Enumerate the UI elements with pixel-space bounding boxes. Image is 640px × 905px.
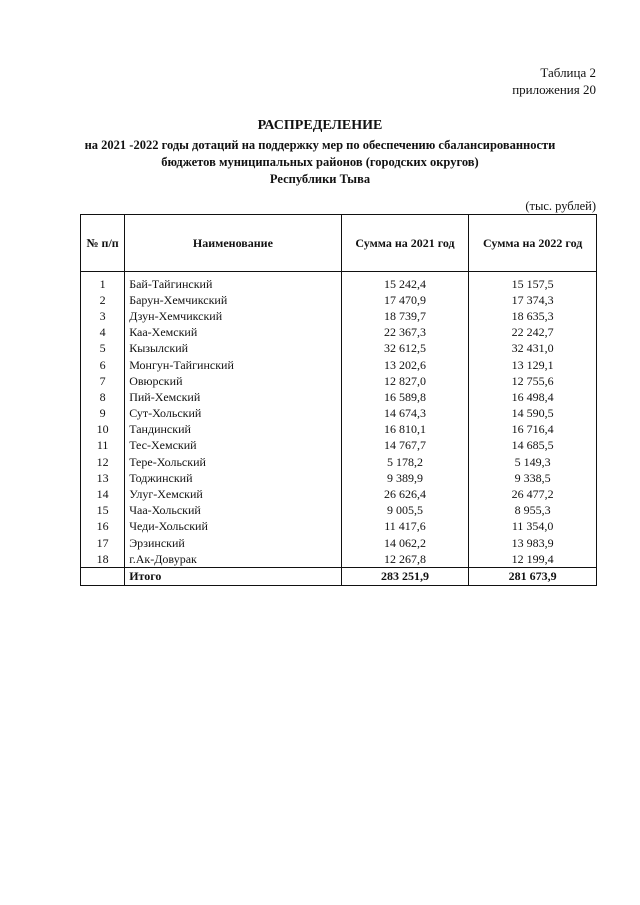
row-sum-2021: 12 267,8 [341, 551, 469, 568]
row-name: Монгун-Тайгинский [125, 357, 341, 373]
table-row [81, 341, 597, 357]
header-num: № п/п [81, 215, 125, 272]
row-sum-2022: 32 431,0 [469, 341, 597, 357]
table-row [81, 292, 597, 308]
row-name: Чеди-Хольский [125, 519, 341, 535]
row-name: Тоджинский [125, 470, 341, 486]
row-sum-2022: 12 755,6 [469, 373, 597, 389]
row-name: Кызылский [125, 341, 341, 357]
row-name: Овюрский [125, 373, 341, 389]
total-sum-2022: 281 673,9 [469, 568, 597, 585]
row-name: Тере-Хольский [125, 454, 341, 470]
table-row [81, 438, 597, 454]
row-sum-2021: 13 202,6 [341, 357, 469, 373]
subtitle-line-1: на 2021 -2022 годы дотаций на поддержку мер по обеспечению сбалансированности [84, 138, 556, 152]
row-name: г.Ак-Довурак [125, 551, 341, 568]
table-header-row [81, 215, 597, 272]
row-sum-2021: 14 062,2 [341, 535, 469, 551]
row-sum-2022: 5 149,3 [469, 454, 597, 470]
table-row [81, 272, 597, 293]
table-row [81, 454, 597, 470]
total-sum-2021: 283 251,9 [341, 568, 469, 585]
table-row [81, 389, 597, 405]
row-sum-2021: 22 367,3 [341, 325, 469, 341]
row-sum-2022: 11 354,0 [469, 519, 597, 535]
row-name: Улуг-Хемский [125, 486, 341, 502]
row-num: 16 [81, 519, 125, 535]
row-name: Каа-Хемский [125, 325, 341, 341]
reference-appendix-number: приложения 20 [512, 82, 596, 97]
row-num: 3 [81, 308, 125, 324]
total-num-cell [81, 568, 125, 585]
table-row [81, 325, 597, 341]
row-name: Эрзинский [125, 535, 341, 551]
row-sum-2022: 8 955,3 [469, 503, 597, 519]
row-name: Чаа-Хольский [125, 503, 341, 519]
row-num: 15 [81, 503, 125, 519]
row-num: 17 [81, 535, 125, 551]
row-name: Барун-Хемчикский [125, 292, 341, 308]
table-row [81, 503, 597, 519]
row-sum-2021: 16 810,1 [341, 422, 469, 438]
header-name: Наименование [125, 215, 341, 272]
row-sum-2021: 17 470,9 [341, 292, 469, 308]
row-name: Тандинский [125, 422, 341, 438]
row-num: 7 [81, 373, 125, 389]
row-num: 12 [81, 454, 125, 470]
row-num: 2 [81, 292, 125, 308]
row-sum-2022: 16 498,4 [469, 389, 597, 405]
row-sum-2021: 32 612,5 [341, 341, 469, 357]
row-num: 18 [81, 551, 125, 568]
table-row [81, 551, 597, 568]
table-row [81, 535, 597, 551]
row-sum-2022: 26 477,2 [469, 486, 597, 502]
row-sum-2022: 15 157,5 [469, 272, 597, 293]
table-body [81, 272, 597, 586]
row-num: 8 [81, 389, 125, 405]
row-sum-2021: 11 417,6 [341, 519, 469, 535]
row-name: Дзун-Хемчикский [125, 308, 341, 324]
row-sum-2022: 16 716,4 [469, 422, 597, 438]
row-num: 10 [81, 422, 125, 438]
row-num: 13 [81, 470, 125, 486]
table-row [81, 470, 597, 486]
row-sum-2022: 18 635,3 [469, 308, 597, 324]
row-sum-2021: 14 767,7 [341, 438, 469, 454]
row-num: 6 [81, 357, 125, 373]
row-name: Сут-Хольский [125, 406, 341, 422]
row-sum-2021: 16 589,8 [341, 389, 469, 405]
row-sum-2021: 26 626,4 [341, 486, 469, 502]
row-num: 14 [81, 486, 125, 502]
table-row [81, 519, 597, 535]
table-row [81, 308, 597, 324]
row-sum-2022: 22 242,7 [469, 325, 597, 341]
total-label: Итого [125, 568, 341, 585]
row-num: 5 [81, 341, 125, 357]
row-num: 1 [81, 272, 125, 293]
row-sum-2022: 17 374,3 [469, 292, 597, 308]
row-name: Бай-Тайгинский [125, 272, 341, 293]
document-title: РАСПРЕДЕЛЕНИЕ [257, 118, 383, 133]
row-sum-2022: 13 983,9 [469, 535, 597, 551]
row-num: 4 [81, 325, 125, 341]
row-sum-2022: 9 338,5 [469, 470, 597, 486]
row-sum-2021: 9 389,9 [341, 470, 469, 486]
table-row [81, 357, 597, 373]
row-name: Тес-Хемский [125, 438, 341, 454]
row-num: 11 [81, 438, 125, 454]
distribution-table [80, 214, 597, 586]
table-total-row [81, 568, 597, 585]
reference-table-number: Таблица 2 [540, 65, 596, 80]
row-sum-2022: 13 129,1 [469, 357, 597, 373]
row-sum-2021: 15 242,4 [341, 272, 469, 293]
table-row [81, 422, 597, 438]
row-sum-2022: 12 199,4 [469, 551, 597, 568]
row-sum-2021: 12 827,0 [341, 373, 469, 389]
row-sum-2022: 14 590,5 [469, 406, 597, 422]
document-subtitle [0, 137, 640, 188]
row-sum-2021: 9 005,5 [341, 503, 469, 519]
row-num: 9 [81, 406, 125, 422]
reference-note [512, 64, 596, 98]
table-row [81, 486, 597, 502]
row-sum-2021: 14 674,3 [341, 406, 469, 422]
row-sum-2021: 5 178,2 [341, 454, 469, 470]
header-sum-2022: Сумма на 2022 год [469, 215, 597, 272]
subtitle-line-2: бюджетов муниципальных районов (городских округов) [161, 155, 479, 169]
units-label: (тыс. рублей) [525, 199, 596, 213]
header-sum-2021: Сумма на 2021 год [341, 215, 469, 272]
table-row [81, 406, 597, 422]
subtitle-line-3: Республики Тыва [269, 172, 371, 186]
table-row [81, 373, 597, 389]
row-sum-2022: 14 685,5 [469, 438, 597, 454]
row-sum-2021: 18 739,7 [341, 308, 469, 324]
row-name: Пий-Хемский [125, 389, 341, 405]
